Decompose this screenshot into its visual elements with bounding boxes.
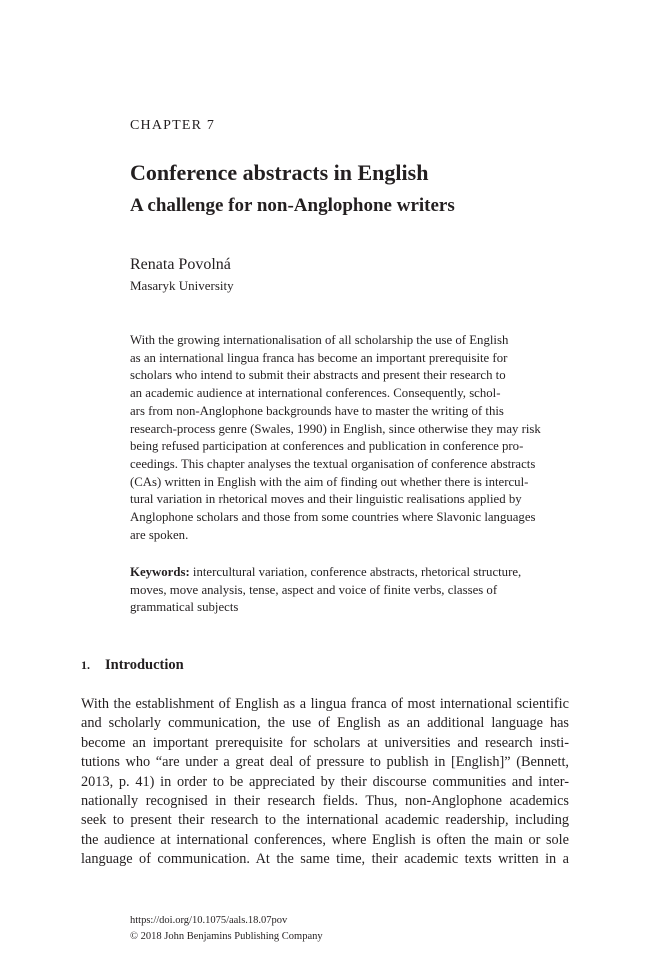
abstract-line: as an international lingua franca has become an important prerequisite for [130,350,508,365]
body-paragraph [81,695,569,870]
body-line: With the establishment of English as a lingua franca of most international scientific [81,696,569,712]
abstract-line: an academic audience at international conferences. Consequently, schol- [130,386,501,401]
body-line: tutions who “are under a great deal of pressure to publish in [English]” (Bennett, [81,754,569,771]
body-line: seek to present their research to the international academic readership, including [81,812,569,829]
keywords-text: intercultural variation, conference abstracts, rhetorical structure, [189,565,522,579]
body-line: language of communication. At the same time, their academic texts written in a [81,851,569,868]
copyright-notice: © 2018 John Benjamins Publishing Company [130,931,323,942]
abstract-line: being refused participation at conferences and publication in conference pro- [130,439,524,454]
abstract-line: tural variation in rhetorical moves and their linguistic realisations applied by [130,492,522,507]
section-title: Introduction [105,657,184,673]
abstract-line: Anglophone scholars and those from some countries where Slavonic languages [130,510,536,525]
doi-link[interactable]: https://doi.org/10.1075/aals.18.07pov [130,915,288,926]
keywords [130,564,562,617]
keywords-line [130,564,562,582]
section-number: 1. [81,658,90,672]
abstract-line: (CAs) written in English with the aim of finding out whether there is intercul- [130,474,529,489]
keywords-label: Keywords: [130,565,190,579]
author-affiliation: Masaryk University [130,278,234,293]
body-line: and scholarly communication, the use of English as an additional language has [81,715,569,732]
keywords-line: moves, move analysis, tense, aspect and voice of finite verbs, classes of [130,582,498,597]
abstract-line: are spoken. [130,527,189,542]
body-line: become an important prerequisite for scholars at universities and research insti- [81,734,569,751]
abstract-line: research-process genre (Swales, 1990) in English, since otherwise they may risk [130,421,541,436]
abstract-line: scholars who intend to submit their abstracts and present their research to [130,368,506,383]
author-name: Renata Povolná [130,256,231,273]
abstract-line: ceedings. This chapter analyses the textual organisation of conference abstracts [130,456,536,471]
section-heading [81,656,184,674]
abstract-line: ars from non-Anglophone backgrounds have to master the writing of this [130,403,504,418]
body-line: nationally recognised in their research fields. Thus, non-Anglophone academics [81,793,569,810]
chapter-subtitle: A challenge for non-Anglophone writers [130,195,455,216]
body-line: the audience at international conferences, where English is often the main or sole [81,831,569,848]
abstract-line: With the growing internationalisation of all scholarship the use of English [130,333,509,347]
page-footer [130,913,323,945]
keywords-line: grammatical subjects [130,600,239,615]
body-line: 2013, p. 41) in order to be appreciated by their discourse communities and inter- [81,773,569,790]
chapter-title: Conference abstracts in English [130,160,429,185]
chapter-label: CHAPTER 7 [130,118,216,133]
abstract [130,332,562,544]
